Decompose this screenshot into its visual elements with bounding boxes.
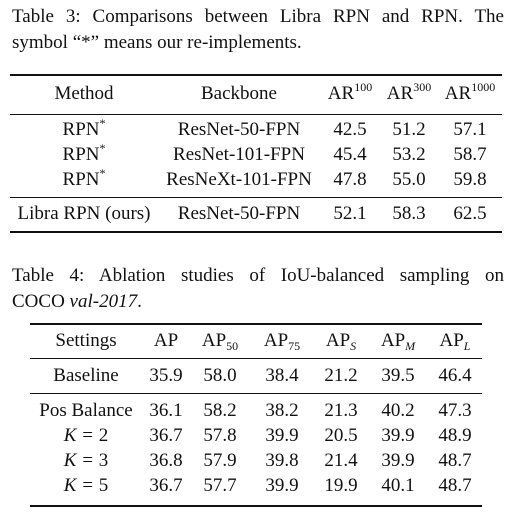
table4-header-ap50: $AP_{50}$ [201, 330, 239, 353]
table4-row-k2-apl: 48.9 [438, 425, 472, 446]
table3-row3-ar100: 47.8 [333, 169, 367, 190]
table4-header-apm: $AP_M$ [380, 330, 416, 353]
table4-caption-line1: Table 4: Ablation studies of IoU-balanced sampling on [12, 265, 504, 286]
table4-row-k2-ap75: 39.9 [265, 425, 299, 446]
table3-top-rule [10, 74, 502, 76]
table3-row4-ar100: 52.1 [333, 203, 367, 224]
table3-row4-ar1000: 62.5 [453, 203, 487, 224]
table4-row-k3-ap: 36.8 [149, 450, 183, 471]
table4-row-k2-ap50: 57.8 [203, 425, 237, 446]
table3-header-ar300: AR$^{300}$ [386, 80, 432, 104]
table4-row-k2-apm: 39.9 [381, 425, 415, 446]
table3-row2-ar1000: 58.7 [453, 144, 487, 165]
table3-row2-backbone: ResNet-101-FPN [173, 144, 305, 165]
table4-row-posbalance-ap: 36.1 [149, 400, 183, 421]
table3-row3-ar1000: 59.8 [453, 169, 487, 190]
table4-row-k2-ap: 36.7 [149, 425, 183, 446]
table4-caption-line2: COCO val-2017. [12, 291, 142, 312]
table4-row-k3-ap75: 39.8 [265, 450, 299, 471]
table3-row3-method: RPN* [62, 166, 106, 190]
table3-row4-backbone: ResNet-50-FPN [177, 203, 301, 224]
table4-header-apl: $AP_L$ [439, 330, 471, 353]
table4-row-k3-apl: 48.7 [438, 450, 472, 471]
table4-row-k5-setting: K = 5 [63, 475, 109, 496]
table4-mid-rule [30, 393, 482, 394]
table4-row-k5-ap50: 57.7 [203, 475, 237, 496]
table4-header-rule [30, 358, 482, 359]
table3-row1-method: RPN* [62, 116, 106, 140]
table4-bottom-rule [30, 505, 482, 507]
table4-row-baseline-ap: 35.9 [149, 365, 183, 386]
table3-header-rule [10, 114, 502, 115]
table3-row1-ar300: 51.2 [392, 119, 426, 140]
table3-caption-line2: symbol “*” means our re-implements. [12, 32, 302, 53]
table4-caption [12, 263, 504, 315]
table3-row4-method: Libra RPN (ours) [17, 203, 151, 224]
table4-row-baseline-aps: 21.2 [324, 365, 358, 386]
table3-row1-ar100: 42.5 [333, 119, 367, 140]
table4-row-posbalance-aps: 21.3 [324, 400, 358, 421]
table4-row-posbalance-ap75: 38.2 [265, 400, 299, 421]
table4-row-k5-ap: 36.7 [149, 475, 183, 496]
table3-caption-line1: Table 3: Comparisons between Libra RPN and RPN. The [12, 6, 504, 27]
table4-header-aps: $AP_S$ [325, 330, 357, 353]
table3-row2-ar100: 45.4 [333, 144, 367, 165]
table4-row-k2-aps: 20.5 [324, 425, 358, 446]
table4-header-ap: AP [153, 330, 179, 351]
table3-row1-backbone: ResNet-50-FPN [177, 119, 301, 140]
table4-row-posbalance-apm: 40.2 [381, 400, 415, 421]
table4-row-baseline-ap75: 38.4 [265, 365, 299, 386]
table4-row-k2-setting: K = 2 [63, 425, 109, 446]
table4-row-posbalance-setting: Pos Balance [39, 400, 133, 421]
table3-row2-method: RPN* [62, 141, 106, 165]
table4-top-rule [30, 323, 482, 325]
table3-header-ar100: AR$^{100}$ [327, 80, 373, 104]
table4-row-baseline-apl: 46.4 [438, 365, 472, 386]
table3-mid-rule [10, 197, 502, 198]
table4-row-k5-apl: 48.7 [438, 475, 472, 496]
table3-row4-ar300: 58.3 [392, 203, 426, 224]
table4-row-k5-apm: 40.1 [381, 475, 415, 496]
table4-row-k3-setting: K = 3 [63, 450, 109, 471]
table4-row-baseline-setting: Baseline [53, 365, 119, 386]
table4-header-settings: Settings [55, 330, 117, 351]
table3-header-backbone: Backbone [201, 83, 277, 104]
table4-row-posbalance-ap50: 58.2 [203, 400, 237, 421]
table3-row2-ar300: 53.2 [392, 144, 426, 165]
table4-header-ap75: $AP_{75}$ [263, 330, 301, 353]
table4-row-baseline-apm: 39.5 [381, 365, 415, 386]
table4-row-k3-apm: 39.9 [381, 450, 415, 471]
table4-row-posbalance-apl: 47.3 [438, 400, 472, 421]
table3-header-ar1000: $AR^{1000}$ [444, 80, 496, 104]
table3-row3-ar300: 55.0 [392, 169, 426, 190]
table3-row1-ar1000: 57.1 [453, 119, 487, 140]
table4-row-k5-aps: 19.9 [324, 475, 358, 496]
table3-header-method: Method [54, 83, 114, 104]
table4-row-baseline-ap50: 58.0 [203, 365, 237, 386]
table3-caption [12, 4, 504, 56]
table3-row3-backbone: ResNeXt-101-FPN [166, 169, 312, 190]
table3-bottom-rule [10, 231, 502, 233]
table4-row-k3-aps: 21.4 [324, 450, 358, 471]
table4-row-k3-ap50: 57.9 [203, 450, 237, 471]
table4-row-k5-ap75: 39.9 [265, 475, 299, 496]
